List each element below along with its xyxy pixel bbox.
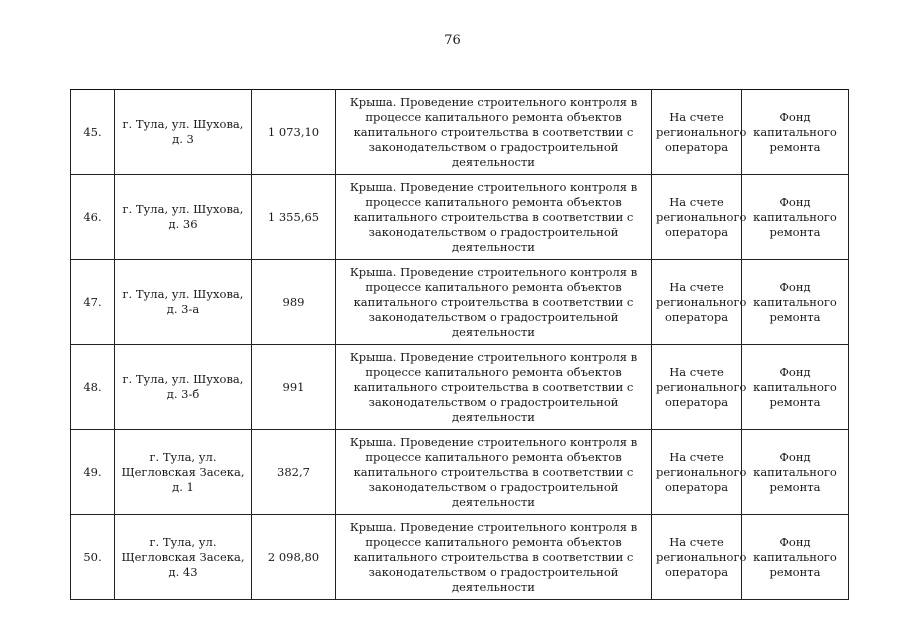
funding-source-cell: Фонд капитального ремонта bbox=[742, 515, 849, 600]
table-row bbox=[71, 90, 849, 175]
row-number: 46. bbox=[71, 175, 115, 260]
address-cell: г. Тула, ул. Шухова, д. 3-б bbox=[115, 345, 252, 430]
row-number: 48. bbox=[71, 345, 115, 430]
row-number: 45. bbox=[71, 90, 115, 175]
work-type-cell: Крыша. Проведение строительного контроля в процессе капитального ремонта объектов капитального строительства в соответствии с законодательством о градостроительной деятельности bbox=[336, 175, 652, 260]
row-number: 47. bbox=[71, 260, 115, 345]
account-cell: На счете регионального оператора bbox=[652, 515, 742, 600]
funding-source-cell: Фонд капитального ремонта bbox=[742, 345, 849, 430]
area-cell: 1 355,65 bbox=[252, 175, 336, 260]
address-cell: г. Тула, ул. Шухова, д. 36 bbox=[115, 175, 252, 260]
table-row bbox=[71, 175, 849, 260]
work-type-cell: Крыша. Проведение строительного контроля в процессе капитального ремонта объектов капитального строительства в соответствии с законодательством о градостроительной деятельности bbox=[336, 345, 652, 430]
area-cell: 989 bbox=[252, 260, 336, 345]
work-type-cell: Крыша. Проведение строительного контроля в процессе капитального ремонта объектов капитального строительства в соответствии с законодательством о градостроительной деятельности bbox=[336, 260, 652, 345]
work-type-cell: Крыша. Проведение строительного контроля в процессе капитального ремонта объектов капитального строительства в соответствии с законодательством о градостроительной деятельности bbox=[336, 515, 652, 600]
area-cell: 1 073,10 bbox=[252, 90, 336, 175]
table-row bbox=[71, 345, 849, 430]
account-cell: На счете регионального оператора bbox=[652, 175, 742, 260]
area-cell: 382,7 bbox=[252, 430, 336, 515]
table-row bbox=[71, 515, 849, 600]
table-row bbox=[71, 430, 849, 515]
work-type-cell: Крыша. Проведение строительного контроля в процессе капитального ремонта объектов капитального строительства в соответствии с законодательством о градостроительной деятельности bbox=[336, 90, 652, 175]
account-cell: На счете регионального оператора bbox=[652, 345, 742, 430]
address-cell: г. Тула, ул. Шухова, д. 3 bbox=[115, 90, 252, 175]
address-cell: г. Тула, ул. Шухова, д. 3-а bbox=[115, 260, 252, 345]
address-cell: г. Тула, ул. Щегловская Засека, д. 43 bbox=[115, 515, 252, 600]
account-cell: На счете регионального оператора bbox=[652, 430, 742, 515]
account-cell: На счете регионального оператора bbox=[652, 260, 742, 345]
work-type-cell: Крыша. Проведение строительного контроля в процессе капитального ремонта объектов капитального строительства в соответствии с законодательством о градостроительной деятельности bbox=[336, 430, 652, 515]
area-cell: 991 bbox=[252, 345, 336, 430]
row-number: 49. bbox=[71, 430, 115, 515]
area-cell: 2 098,80 bbox=[252, 515, 336, 600]
account-cell: На счете регионального оператора bbox=[652, 90, 742, 175]
row-number: 50. bbox=[71, 515, 115, 600]
address-cell: г. Тула, ул. Щегловская Засека, д. 1 bbox=[115, 430, 252, 515]
funding-source-cell: Фонд капитального ремонта bbox=[742, 175, 849, 260]
funding-source-cell: Фонд капитального ремонта bbox=[742, 430, 849, 515]
table-row bbox=[71, 260, 849, 345]
funding-source-cell: Фонд капитального ремонта bbox=[742, 260, 849, 345]
funding-source-cell: Фонд капитального ремонта bbox=[742, 90, 849, 175]
capital-repair-table bbox=[70, 89, 849, 600]
page-number: 76 bbox=[444, 33, 461, 48]
